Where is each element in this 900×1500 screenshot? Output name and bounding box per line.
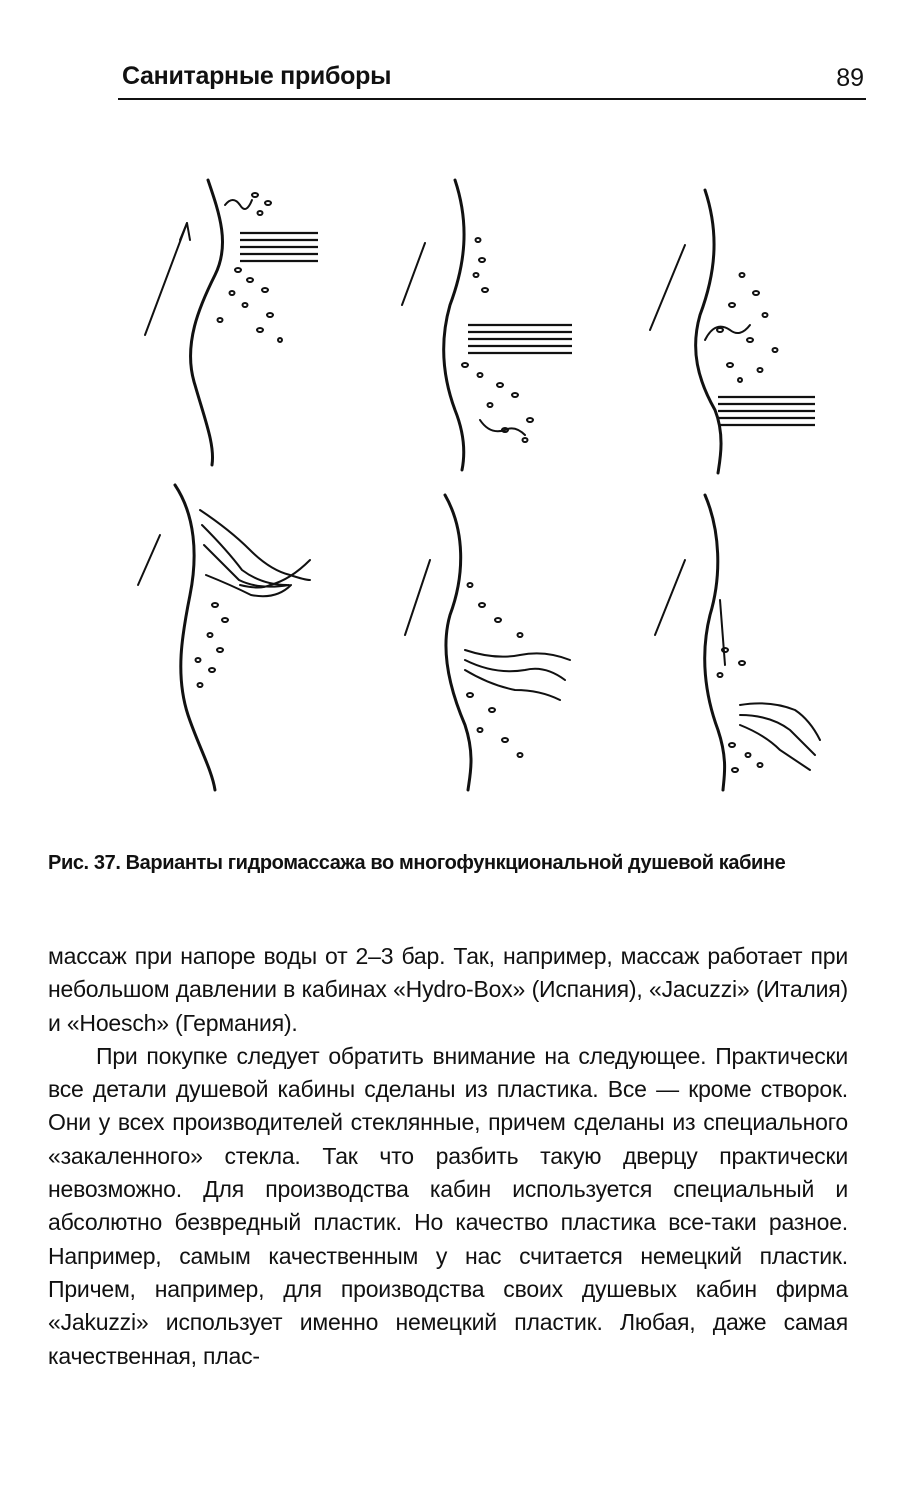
paragraph: массаж при напоре воды от 2–3 бар. Так, например, массаж работает при небольшом давлении в кабинах «Hydro-Box» (Испания), «Jacuzzi» (Италия) и «Hoesch» (Германия). [48, 943, 848, 1036]
figure-hydromassage-variants [120, 165, 840, 805]
panel-5 [405, 495, 570, 790]
figure-caption: Рис. 37. Варианты гидромассажа во многофункциональной душевой кабине [48, 852, 786, 874]
header-title: Санитарные приборы [122, 62, 392, 90]
panel-2 [402, 180, 572, 470]
panel-1 [145, 180, 318, 465]
panel-6 [655, 495, 820, 790]
page-number: 89 [836, 64, 864, 92]
panel-4 [138, 485, 310, 790]
panel-3 [650, 190, 815, 473]
running-header [118, 62, 866, 100]
paragraph: При покупке следует обратить внимание на следующее. Практически все детали душевой кабины сделаны из пластика. Все — кроме створок. Они у всех производителей стеклянные, причем сделаны из специального «закаленного» стекла. Так что разбить такую дверцу практически невозможно. Для производства кабин используется специальный и абсолютно безвредный пластик. Но качество пластика все-таки разное. Например, самым качественным у нас считается немецкий пластик. Причем, например, для производства своих душевых кабин фирма «Jakuzzi» использует именно немецкий пластик. Любая, даже самая качественная, плас- [48, 1042, 848, 1369]
body-text [48, 940, 848, 1373]
figure-illustration [120, 165, 840, 805]
